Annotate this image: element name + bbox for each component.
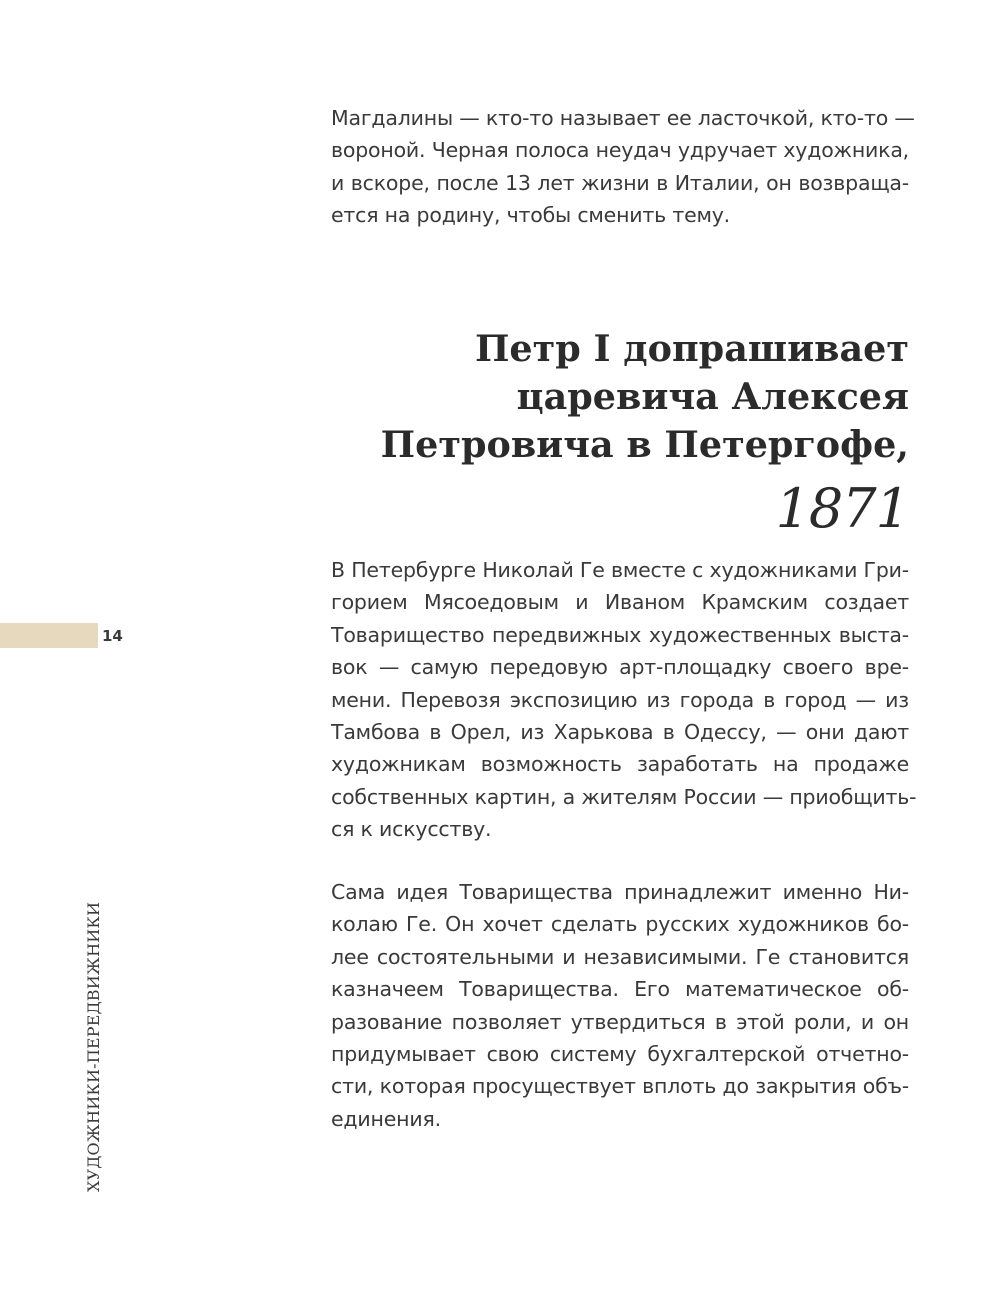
text-line: В Петербурге Николай Ге вместе с художниками Гри- (331, 558, 909, 582)
text-line: вок — самую передовую арт-площадку своего вре- (331, 655, 909, 680)
heading-line: царевича Алексея (516, 375, 909, 418)
text-line: придумывает свою систему бухгалтерской отчетно- (331, 1042, 909, 1067)
paragraph-1 (331, 554, 917, 846)
heading-line: Петровича в Петергофе, (380, 423, 909, 466)
text-line: ся к искусству. (331, 817, 492, 842)
text-line: и вскоре, после 13 лет жизни в Италии, он возвраща- (331, 170, 909, 195)
text-line: Товарищество передвижных художественных выста- (331, 622, 909, 647)
text-line: мени. Перевозя экспозицию из города в город — из (331, 687, 909, 712)
top-paragraph (331, 102, 915, 232)
text-line: Сама идея Товарищества принадлежит именно Ни- (331, 880, 909, 904)
section-heading (381, 325, 909, 545)
heading-line: Петр I допрашивает (474, 327, 909, 370)
page-number-bar (0, 623, 98, 648)
text-line: единения. (331, 1106, 441, 1131)
paragraph-2 (331, 876, 909, 1135)
page-number: 14 (102, 627, 123, 645)
text-line: ется на родину, чтобы сменить тему. (331, 203, 730, 228)
text-line: казначеем Товарищества. Его математическое об- (331, 977, 909, 1002)
text-line: разование позволяет утвердиться в этой роли, и он (331, 1009, 909, 1034)
text-line: собственных картин, а жителям России — приобщить- (331, 784, 917, 809)
text-line: Магдалины — кто-то называет ее ласточкой, кто-то — (331, 106, 915, 130)
heading-year: 1871 (775, 477, 909, 540)
text-line: художникам возможность заработать на продаже (331, 752, 909, 777)
text-line: горием Мясоедовым и Иваном Крамским создает (331, 590, 909, 615)
running-head: ХУДОЖНИКИ-ПЕРЕДВИЖНИКИ (84, 901, 103, 1192)
text-line: колаю Ге. Он хочет сделать русских художников бо- (331, 912, 909, 937)
text-line: Тамбова в Орел, из Харькова в Одессу, — они дают (331, 720, 909, 745)
text-line: сти, которая просуществует вплоть до закрытия объ- (331, 1074, 909, 1099)
text-line: лее состоятельными и независимыми. Ге становится (331, 944, 909, 969)
text-line: вороной. Черная полоса неудач удручает художника, (331, 138, 909, 163)
